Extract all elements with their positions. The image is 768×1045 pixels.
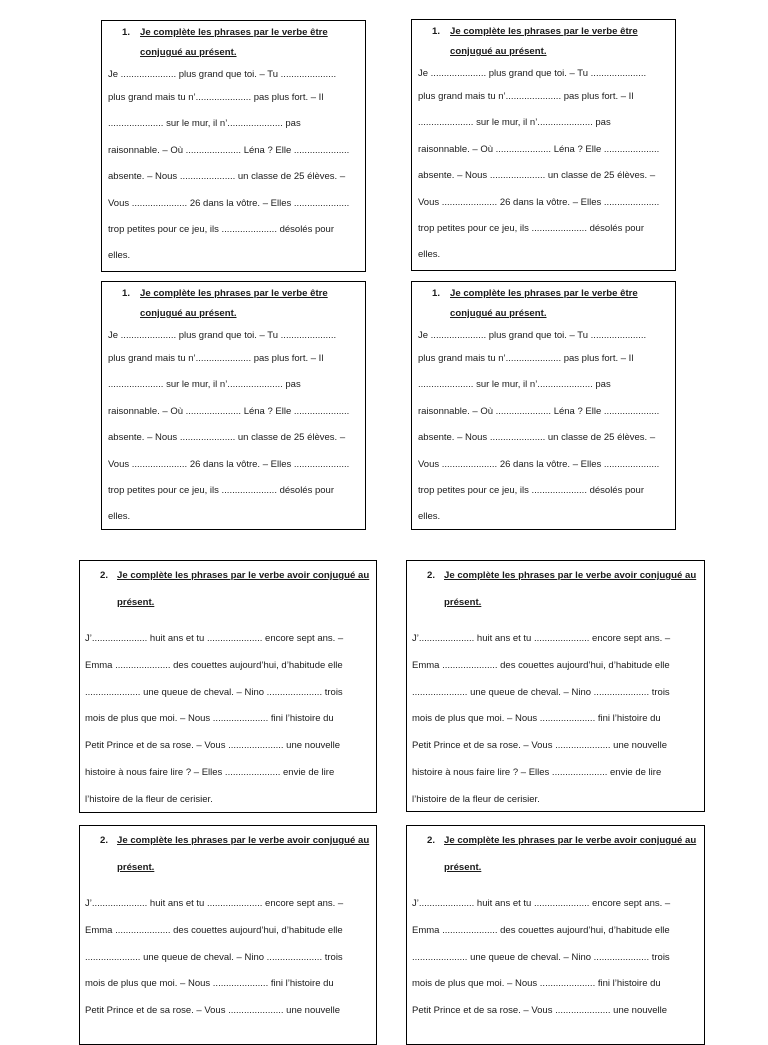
text-line: Vous ..................... 26 dans la vôtre. – Elles ..................... bbox=[108, 458, 350, 470]
exercise-number: 1. bbox=[432, 288, 441, 299]
text-line: absente. – Nous ..................... un classe de 25 élèves. – bbox=[108, 171, 346, 183]
exercise-2-text bbox=[85, 891, 376, 1025]
exercise-2-heading bbox=[427, 827, 704, 881]
text-line: absente. – Nous ..................... un classe de 25 élèves. – bbox=[418, 170, 656, 182]
exercise-title-line: Je complète les phrases par le verbe être bbox=[140, 288, 328, 299]
text-line: elles. bbox=[108, 511, 131, 523]
text-line: ..................... une queue de cheval. – Nino ..................... trois bbox=[85, 686, 343, 698]
text-line: ..................... une queue de cheval. – Nino ..................... trois bbox=[412, 686, 670, 698]
text-line: plus grand mais tu n’..................... pas plus fort. – Il bbox=[108, 353, 324, 364]
exercise-title-line: présent. bbox=[444, 597, 482, 608]
text-line: trop petites pour ce jeu, ils ..................... désolés pour bbox=[418, 223, 644, 235]
text-line: raisonnable. – Où ..................... Léna ? Elle ..................... bbox=[108, 405, 350, 417]
text-line: raisonnable. – Où ..................... Léna ? Elle ..................... bbox=[418, 143, 660, 155]
text-line: Vous ..................... 26 dans la vôtre. – Elles ..................... bbox=[108, 197, 350, 209]
exercise-number: 1. bbox=[122, 288, 131, 299]
text-line: Emma ..................... des couettes aujourd’hui, d’habitude elle bbox=[412, 924, 670, 936]
exercise-title-line: Je complète les phrases par le verbe avoir conjugué au bbox=[444, 835, 697, 846]
exercise-2-card-bottom-right bbox=[406, 825, 705, 1045]
exercise-number: 2. bbox=[100, 570, 109, 581]
text-line: histoire à nous faire lire ? – Elles ..................... envie de lire bbox=[85, 766, 335, 778]
exercise-1-card-middle-right bbox=[411, 281, 676, 530]
exercise-number: 2. bbox=[100, 835, 109, 846]
exercise-title-line: conjugué au présent. bbox=[450, 46, 547, 57]
exercise-1-card-top-right bbox=[411, 19, 676, 271]
text-line: mois de plus que moi. – Nous ..................... fini l’histoire du bbox=[85, 978, 334, 990]
text-line: raisonnable. – Où ..................... Léna ? Elle ..................... bbox=[108, 144, 350, 156]
exercise-1-heading bbox=[122, 284, 365, 324]
text-line: Vous ..................... 26 dans la vôtre. – Elles ..................... bbox=[418, 196, 660, 208]
text-line: ..................... sur le mur, il n’..................... pas bbox=[418, 117, 611, 129]
exercise-number: 2. bbox=[427, 570, 436, 581]
exercise-title-line: Je complète les phrases par le verbe avoir conjugué au bbox=[117, 570, 370, 581]
exercise-1-text bbox=[418, 329, 675, 530]
exercise-title-line: Je complète les phrases par le verbe avoir conjugué au bbox=[117, 835, 370, 846]
exercise-number: 1. bbox=[122, 27, 131, 38]
text-line: elles. bbox=[418, 511, 441, 523]
text-line: ..................... sur le mur, il n’..................... pas bbox=[108, 379, 301, 391]
exercise-title-line: conjugué au présent. bbox=[140, 47, 237, 58]
text-line: ..................... sur le mur, il n’..................... pas bbox=[108, 118, 301, 130]
exercise-2-heading bbox=[100, 827, 376, 881]
exercise-2-heading bbox=[100, 562, 376, 616]
text-line: Petit Prince et de sa rose. – Vous ..................... une nouvelle bbox=[412, 740, 668, 752]
exercise-2-card-lower-right bbox=[406, 560, 705, 812]
text-line: Petit Prince et de sa rose. – Vous ..................... une nouvelle bbox=[85, 1005, 341, 1017]
text-line: raisonnable. – Où ..................... Léna ? Elle ..................... bbox=[418, 405, 660, 417]
text-line: J’..................... huit ans et tu ..................... encore sept ans. – bbox=[85, 898, 344, 909]
exercise-1-text bbox=[108, 329, 365, 530]
exercise-title-line: présent. bbox=[444, 862, 482, 873]
exercise-1-heading bbox=[122, 23, 365, 63]
exercise-2-text bbox=[412, 626, 704, 812]
exercise-title-line: conjugué au présent. bbox=[140, 308, 237, 319]
text-line: J’..................... huit ans et tu ..................... encore sept ans. – bbox=[85, 633, 344, 644]
text-line: Je ..................... plus grand que toi. – Tu ..................... bbox=[108, 330, 337, 341]
exercise-1-text bbox=[418, 67, 675, 269]
text-line: ..................... une queue de cheval. – Nino ..................... trois bbox=[412, 951, 670, 963]
exercise-title-line: Je complète les phrases par le verbe être bbox=[140, 27, 328, 38]
exercise-title-line: Je complète les phrases par le verbe être bbox=[450, 26, 638, 37]
text-line: Emma ..................... des couettes aujourd’hui, d’habitude elle bbox=[412, 659, 670, 671]
exercise-title-line: présent. bbox=[117, 597, 155, 608]
exercise-2-heading bbox=[427, 562, 704, 616]
text-line: Je ..................... plus grand que toi. – Tu ..................... bbox=[108, 69, 337, 80]
text-line: Je ..................... plus grand que toi. – Tu ..................... bbox=[418, 330, 647, 341]
text-line: plus grand mais tu n’..................... pas plus fort. – Il bbox=[418, 91, 634, 102]
exercise-number: 2. bbox=[427, 835, 436, 846]
text-line: Emma ..................... des couettes aujourd’hui, d’habitude elle bbox=[85, 924, 343, 936]
text-line: mois de plus que moi. – Nous ..................... fini l’histoire du bbox=[412, 978, 661, 990]
exercise-2-text bbox=[412, 891, 704, 1025]
text-line: elles. bbox=[418, 249, 441, 261]
text-line: l’histoire de la fleur de cerisier. bbox=[85, 793, 213, 805]
exercise-title-line: Je complète les phrases par le verbe avoir conjugué au bbox=[444, 570, 697, 581]
text-line: ..................... sur le mur, il n’..................... pas bbox=[418, 379, 611, 391]
text-line: mois de plus que moi. – Nous ..................... fini l’histoire du bbox=[85, 713, 334, 725]
text-line: mois de plus que moi. – Nous ..................... fini l’histoire du bbox=[412, 713, 661, 725]
exercise-2-card-lower-left bbox=[79, 560, 377, 813]
text-line: histoire à nous faire lire ? – Elles ..................... envie de lire bbox=[412, 766, 662, 778]
text-line: plus grand mais tu n’..................... pas plus fort. – Il bbox=[418, 353, 634, 364]
exercise-1-heading bbox=[432, 284, 675, 324]
exercise-2-text bbox=[85, 626, 376, 813]
text-line: elles. bbox=[108, 250, 131, 262]
text-line: Vous ..................... 26 dans la vôtre. – Elles ..................... bbox=[418, 458, 660, 470]
text-line: trop petites pour ce jeu, ils ..................... désolés pour bbox=[108, 485, 334, 497]
text-line: plus grand mais tu n’..................... pas plus fort. – Il bbox=[108, 92, 324, 103]
exercise-1-card-top-left bbox=[101, 20, 366, 272]
text-line: trop petites pour ce jeu, ils ..................... désolés pour bbox=[108, 224, 334, 236]
exercise-title-line: Je complète les phrases par le verbe être bbox=[450, 288, 638, 299]
text-line: J’..................... huit ans et tu ..................... encore sept ans. – bbox=[412, 898, 671, 909]
text-line: J’..................... huit ans et tu ..................... encore sept ans. – bbox=[412, 633, 671, 644]
exercise-1-card-middle-left bbox=[101, 281, 366, 530]
text-line: absente. – Nous ..................... un classe de 25 élèves. – bbox=[108, 432, 346, 444]
text-line: Emma ..................... des couettes aujourd’hui, d’habitude elle bbox=[85, 659, 343, 671]
exercise-1-heading bbox=[432, 22, 675, 62]
text-line: absente. – Nous ..................... un classe de 25 élèves. – bbox=[418, 432, 656, 444]
exercise-title-line: présent. bbox=[117, 862, 155, 873]
text-line: trop petites pour ce jeu, ils ..................... désolés pour bbox=[418, 485, 644, 497]
text-line: Petit Prince et de sa rose. – Vous ..................... une nouvelle bbox=[412, 1005, 668, 1017]
text-line: ..................... une queue de cheval. – Nino ..................... trois bbox=[85, 951, 343, 963]
text-line: Je ..................... plus grand que toi. – Tu ..................... bbox=[418, 68, 647, 79]
text-line: l’histoire de la fleur de cerisier. bbox=[412, 793, 540, 805]
exercise-2-card-bottom-left bbox=[79, 825, 377, 1045]
exercise-number: 1. bbox=[432, 26, 441, 37]
exercise-1-text bbox=[108, 68, 365, 270]
text-line: Petit Prince et de sa rose. – Vous ..................... une nouvelle bbox=[85, 740, 341, 752]
exercise-title-line: conjugué au présent. bbox=[450, 308, 547, 319]
